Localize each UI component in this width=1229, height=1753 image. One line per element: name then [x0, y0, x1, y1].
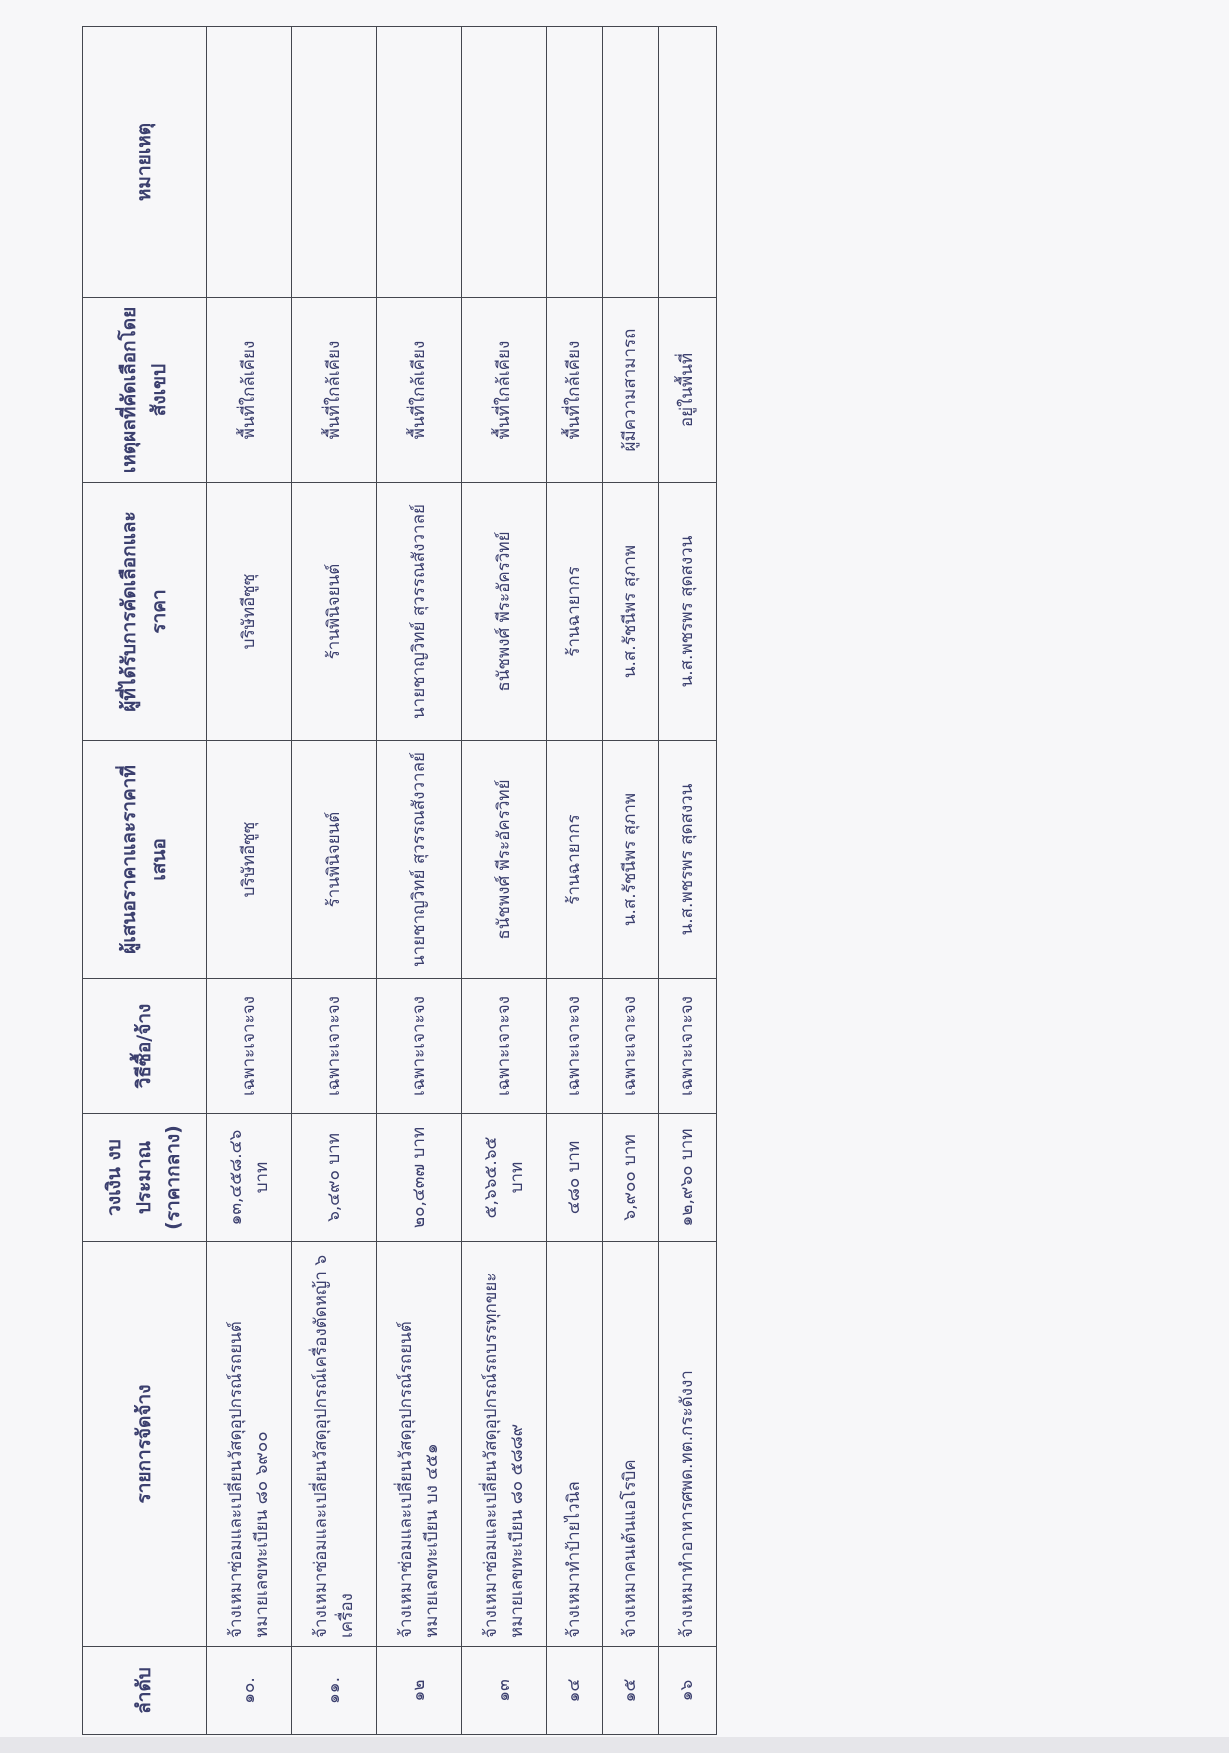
cell-remark — [377, 27, 462, 298]
cell-selected: ร้านพินิจยนต์ — [292, 483, 377, 741]
cell-reason: พื้นที่ใกล้เคียง — [207, 298, 292, 483]
cell-budget: ๑๒,๙๖๐ บาท — [659, 1114, 717, 1242]
cell-remark — [659, 27, 717, 298]
table-row — [547, 27, 603, 1735]
cell-reason: ผู้มีความสามารถ — [603, 298, 659, 483]
header-row — [83, 27, 207, 1735]
header-selected: ผู้ที่ได้รับการคัดเลือกและราคา — [83, 483, 207, 741]
cell-remark — [603, 27, 659, 298]
cell-item: จ้างเหมาซ่อมและเปลี่ยนวัสดุอุปกรณ์รถยนต์ หมายเลขทะเบียน บง ๔๕๑ — [377, 1242, 462, 1647]
cell-bidder: น.ส.รัชนีพร สุภาพ — [603, 741, 659, 979]
cell-no: ๑๒ — [377, 1647, 462, 1735]
cell-remark — [462, 27, 547, 298]
cell-item: จ้างเหมาซ่อมและเปลี่ยนวัสดุอุปกรณ์รถบรรทุกขยะ หมายเลขทะเบียน ๘๐ ๕๘๘๙ — [462, 1242, 547, 1647]
cell-budget: ๖,๙๐๐ บาท — [603, 1114, 659, 1242]
cell-method: เฉพาะเจาะจง — [603, 979, 659, 1114]
cell-budget: ๔๘๐ บาท — [547, 1114, 603, 1242]
cell-method: เฉพาะเจาะจง — [462, 979, 547, 1114]
cell-selected: นายชาญวิทย์ สุวรรณสังวาลย์ — [377, 483, 462, 741]
cell-bidder: ร้านพินิจยนต์ — [292, 741, 377, 979]
cell-budget: ๖,๔๙๐ บาท — [292, 1114, 377, 1242]
cell-method: เฉพาะเจาะจง — [547, 979, 603, 1114]
cell-no: ๑๐. — [207, 1647, 292, 1735]
cell-bidder: บริษัทอีซูซุ — [207, 741, 292, 979]
cell-method: เฉพาะเจาะจง — [292, 979, 377, 1114]
cell-selected: ธนัชพงศ์ พีระอัครวิทย์ — [462, 483, 547, 741]
cell-method: เฉพาะเจาะจง — [207, 979, 292, 1114]
cell-budget: ๕,๖๖๕.๖๕ บาท — [462, 1114, 547, 1242]
cell-reason: พื้นที่ใกล้เคียง — [547, 298, 603, 483]
header-budget: วงเงิน งบประมาณ (ราคากลาง) — [83, 1114, 207, 1242]
header-item: รายการจัดจ้าง — [83, 1242, 207, 1647]
cell-item: จ้างเหมาซ่อมและเปลี่ยนวัสดุอุปกรณ์รถยนต์ หมายเลขทะเบียน ๘๐ ๖๙๐๐ — [207, 1242, 292, 1647]
cell-method: เฉพาะเจาะจง — [659, 979, 717, 1114]
cell-method: เฉพาะเจาะจง — [377, 979, 462, 1114]
cell-bidder: ร้านฉายากร — [547, 741, 603, 979]
cell-item: จ้างเหมาทำป้ายไวนิล — [547, 1242, 603, 1647]
cell-reason: อยู่ในพื้นที่ — [659, 298, 717, 483]
cell-remark — [547, 27, 603, 298]
table-row — [659, 27, 717, 1735]
cell-budget: ๒๐,๔๓๗ บาท — [377, 1114, 462, 1242]
cell-no: ๑๑. — [292, 1647, 377, 1735]
table-row — [377, 27, 462, 1735]
cell-bidder: ธนัชพงศ์ พีระอัครวิทย์ — [462, 741, 547, 979]
cell-no: ๑๔ — [547, 1647, 603, 1735]
cell-item: จ้างเหมาซ่อมและเปลี่ยนวัสดุอุปกรณ์เครื่องตัดหญ้า ๖ เครื่อง — [292, 1242, 377, 1647]
cell-item: จ้างเหมาคนเต้นแอโรบิค — [603, 1242, 659, 1647]
cell-reason: พื้นที่ใกล้เคียง — [292, 298, 377, 483]
header-bidder: ผู้เสนอราคาและราคาที่เสนอ — [83, 741, 207, 979]
header-remark: หมายเหตุ — [83, 27, 207, 298]
cell-no: ๑๕ — [603, 1647, 659, 1735]
table-row — [603, 27, 659, 1735]
cell-selected: บริษัทอีซูซุ — [207, 483, 292, 741]
cell-reason: พื้นที่ใกล้เคียง — [462, 298, 547, 483]
table-row — [207, 27, 292, 1735]
rotated-table-container — [82, 27, 707, 1735]
cell-remark — [207, 27, 292, 298]
cell-item: จ้างเหมาทำอาหารศพด.ทต.กระดังงา — [659, 1242, 717, 1647]
cell-selected: น.ส.พชรพร สุดสงวน — [659, 483, 717, 741]
procurement-table — [82, 26, 717, 1735]
table-row — [292, 27, 377, 1735]
header-method: วิธีซื้อ/จ้าง — [83, 979, 207, 1114]
cell-no: ๑๓ — [462, 1647, 547, 1735]
cell-remark — [292, 27, 377, 298]
cell-selected: น.ส.รัชนีพร สุภาพ — [603, 483, 659, 741]
cell-budget: ๑๓,๔๕๘.๔๖ บาท — [207, 1114, 292, 1242]
cell-bidder: นายชาญวิทย์ สุวรรณสังวาลย์ — [377, 741, 462, 979]
cell-selected: ร้านฉายากร — [547, 483, 603, 741]
table-row — [462, 27, 547, 1735]
header-no: ลำดับ — [83, 1647, 207, 1735]
cell-reason: พื้นที่ใกล้เคียง — [377, 298, 462, 483]
cell-bidder: น.ส.พชรพร สุดสงวน — [659, 741, 717, 979]
header-reason: เหตุผลที่คัดเลือกโดยสังเขป — [83, 298, 207, 483]
cell-no: ๑๖ — [659, 1647, 717, 1735]
